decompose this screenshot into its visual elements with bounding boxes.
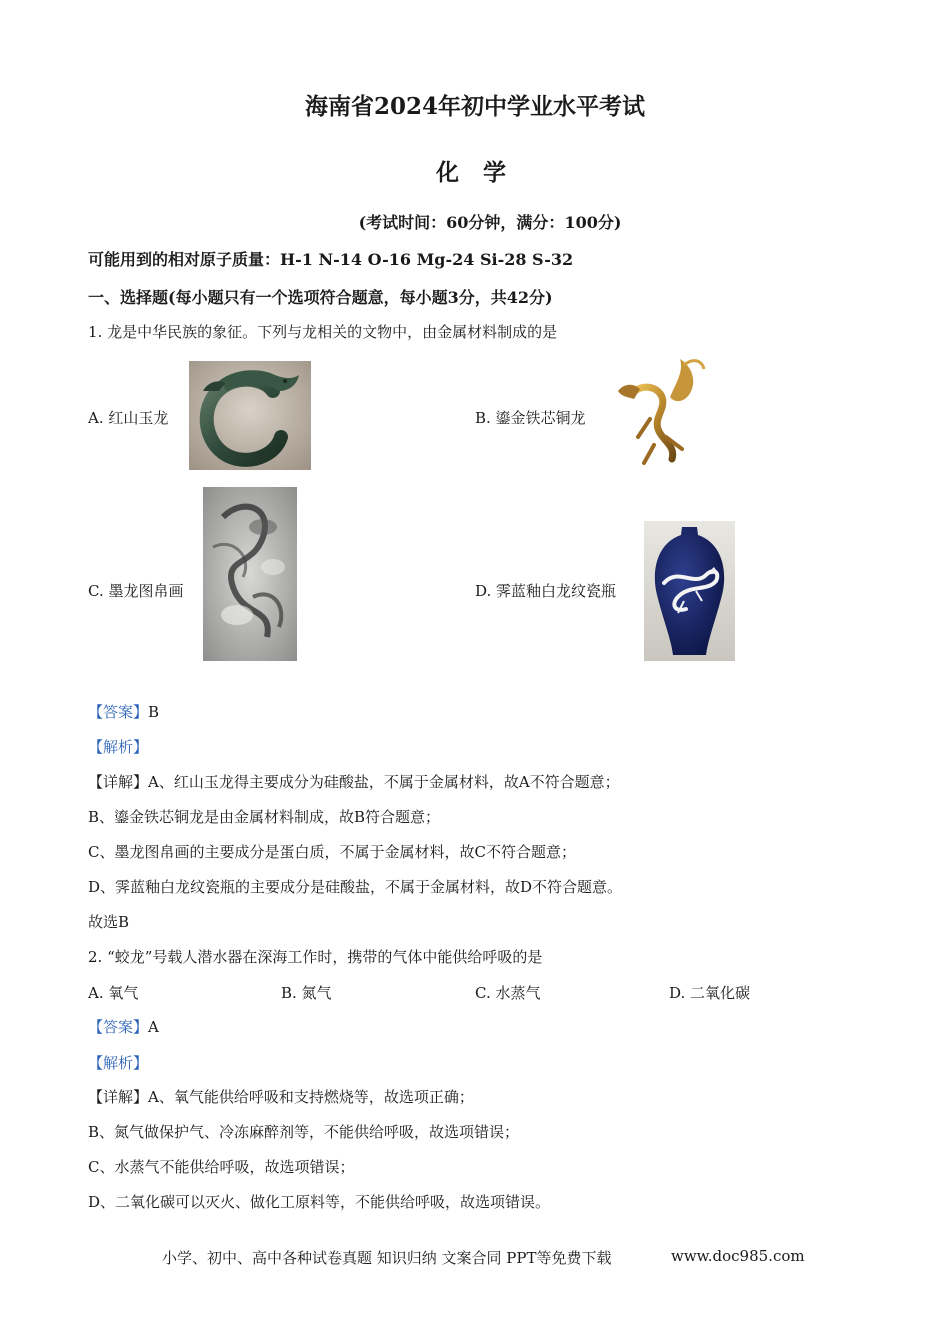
q1-option-c: C. 墨龙图帛画	[88, 582, 184, 600]
blue-glaze-vase-image	[644, 521, 735, 661]
jade-dragon-image	[189, 361, 311, 470]
q1-detail-d: D、霁蓝釉白龙纹瓷瓶的主要成分是硅酸盐，不属于金属材料，故D不符合题意。	[88, 878, 623, 896]
ink-dragon-painting-image	[203, 487, 297, 661]
q1-detail-a-line	[88, 771, 620, 792]
q2-option-a: A. 氧气	[88, 984, 139, 1002]
exam-title: 海南省2024年初中学业水平考试	[304, 93, 645, 120]
q2-detail-d: D、二氧化碳可以灭火、做化工原料等，不能供给呼吸，故选项错误。	[88, 1193, 551, 1211]
q2-detail-a: A、氧气能供给呼吸和支持燃烧等，故选项正确；	[148, 1088, 474, 1106]
q1-detail-b: B、鎏金铁芯铜龙是由金属材料制成，故B符合题意；	[88, 808, 441, 826]
section-title: 一、选择题(每小题只有一个选项符合题意，每小题3分，共42分)	[88, 288, 553, 307]
q1-conclusion: 故选B	[88, 913, 130, 931]
q2-answer-value: A	[148, 1018, 159, 1036]
q2-stem: 2. “蛟龙”号载人潜水器在深海工作时，携带的气体中能供给呼吸的是	[88, 948, 543, 966]
q1-answer-tag: 【答案】	[88, 703, 149, 721]
q2-answer-line	[88, 1016, 159, 1037]
q2-answer-tag: 【答案】	[88, 1018, 149, 1036]
q1-option-d: D. 霁蓝釉白龙纹瓷瓶	[475, 582, 617, 600]
q1-detail-a: A、红山玉龙得主要成分为硅酸盐，不属于金属材料，故A不符合题意；	[148, 773, 620, 791]
q1-option-a: A. 红山玉龙	[88, 409, 169, 427]
q1-detail-c: C、墨龙图帛画的主要成分是蛋白质，不属于金属材料，故C不符合题意；	[88, 843, 576, 861]
q2-detail-b: B、氮气做保护气、冷冻麻醉剂等，不能供给呼吸，故选项错误；	[88, 1123, 520, 1141]
q2-option-d: D. 二氧化碳	[669, 984, 751, 1002]
q2-option-c: C. 水蒸气	[475, 984, 541, 1002]
subject-title: 化 学	[435, 159, 514, 186]
footer-site-link[interactable]: www.doc985.com	[671, 1247, 805, 1265]
q1-stem: 1. 龙是中华民族的象征。下列与龙相关的文物中，由金属材料制成的是	[88, 323, 558, 341]
q1-option-b: B. 鎏金铁芯铜龙	[475, 409, 586, 427]
footer-text: 小学、初中、高中各种试卷真题 知识归纳 文案合同 PPT等免费下载	[162, 1249, 612, 1267]
q2-option-b: B. 氮气	[281, 984, 332, 1002]
q2-detail-c: C、水蒸气不能供给呼吸，故选项错误；	[88, 1158, 355, 1176]
q2-analysis-tag: 【解析】	[88, 1054, 149, 1072]
q2-detail-a-line	[88, 1086, 474, 1107]
q1-answer-line	[88, 701, 159, 722]
q1-answer-value: B	[148, 703, 160, 721]
q1-analysis-tag: 【解析】	[88, 738, 149, 756]
q2-detail-tag: 【详解】	[88, 1088, 149, 1106]
gilt-bronze-dragon-image	[610, 353, 710, 471]
atomic-masses: 可能用到的相对原子质量：H-1 N-14 O-16 Mg-24 Si-28 S-32	[88, 250, 574, 269]
q1-detail-tag: 【详解】	[88, 773, 149, 791]
exam-info: (考试时间：60分钟，满分：100分)	[358, 213, 622, 232]
